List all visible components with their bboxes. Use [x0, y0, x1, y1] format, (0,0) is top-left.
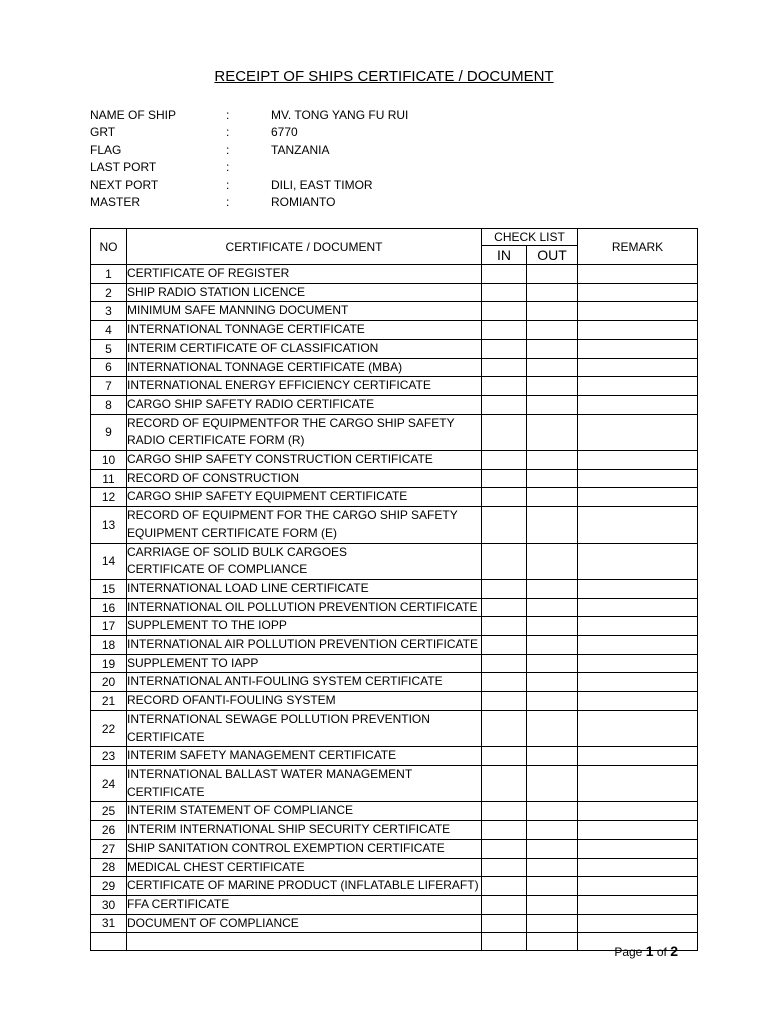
out-cell [527, 710, 578, 746]
in-cell [482, 302, 527, 321]
in-cell [482, 765, 527, 801]
remark-cell [578, 747, 698, 766]
document-name-line: CARRIAGE OF SOLID BULK CARGOES [127, 544, 348, 559]
document-name-line: SUPPLEMENT TO THE IOPP [127, 618, 287, 633]
out-cell [527, 321, 578, 340]
table-row [91, 895, 698, 914]
remark-cell [578, 765, 698, 801]
table-row [91, 839, 698, 858]
in-cell [482, 673, 527, 692]
ship-info-label: MASTER [90, 194, 141, 209]
document-name [127, 747, 482, 766]
document-name-line: CERTIFICATE OF REGISTER [127, 266, 290, 280]
out-cell [527, 507, 578, 543]
remark-cell [578, 265, 698, 284]
document-name-line: CARGO SHIP SAFETY EQUIPMENT CERTIFICATE [127, 489, 408, 504]
header-remark: REMARK [578, 229, 698, 265]
blank-cell [527, 933, 578, 951]
document-name [127, 858, 482, 877]
document-name [127, 654, 482, 673]
document-name-line: RECORD OFANTI-FOULING SYSTEM [127, 693, 336, 708]
in-cell [482, 579, 527, 598]
table-row [91, 543, 698, 579]
row-number: 10 [91, 451, 127, 470]
document-name [127, 451, 482, 470]
in-cell [482, 692, 527, 711]
ship-info-sep: : [226, 177, 230, 192]
table-row [91, 395, 698, 414]
ship-info-row [90, 107, 571, 124]
document-name [127, 358, 482, 377]
table-row [91, 636, 698, 655]
out-cell [527, 858, 578, 877]
ship-info-sep: : [226, 194, 230, 209]
document-name [127, 488, 482, 507]
out-cell [527, 543, 578, 579]
document-title: RECEIPT OF SHIPS CERTIFICATE / DOCUMENT [214, 68, 554, 85]
document-name [127, 543, 482, 579]
document-name-line: CERTIFICATE OF COMPLIANCE [127, 562, 308, 577]
header-document: CERTIFICATE / DOCUMENT [127, 229, 482, 265]
blank-row [91, 933, 698, 951]
out-cell [527, 839, 578, 858]
out-cell [527, 339, 578, 358]
document-name [127, 877, 482, 896]
document-name [127, 414, 482, 450]
in-cell [482, 377, 527, 396]
ship-info-value: 6770 [271, 125, 298, 140]
row-number: 21 [91, 692, 127, 711]
document-name-line: INTERNATIONAL OIL POLLUTION PREVENTION CERTIFICATE [127, 599, 478, 614]
document-name-line: DOCUMENT OF COMPLIANCE [127, 915, 299, 930]
ship-info-sep: : [226, 108, 230, 122]
document-name-line: CARGO SHIP SAFETY CONSTRUCTION CERTIFICATE [127, 452, 433, 467]
out-cell [527, 765, 578, 801]
document-name [127, 507, 482, 543]
ship-info-row [90, 124, 571, 141]
out-cell [527, 821, 578, 840]
document-name-line: RADIO CERTIFICATE FORM (R) [127, 433, 305, 448]
in-cell [482, 747, 527, 766]
in-cell [482, 358, 527, 377]
document-name [127, 339, 482, 358]
document-name [127, 598, 482, 617]
out-cell [527, 598, 578, 617]
document-name [127, 283, 482, 302]
ship-info-sep: : [226, 160, 230, 175]
in-cell [482, 858, 527, 877]
row-number: 6 [91, 358, 127, 377]
out-cell [527, 895, 578, 914]
row-number: 1 [91, 265, 127, 284]
certificate-checklist-table [90, 228, 698, 951]
document-name-line: FFA CERTIFICATE [127, 896, 230, 911]
document-name-line: SHIP SANITATION CONTROL EXEMPTION CERTIFICATE [127, 840, 445, 855]
page-number [614, 943, 678, 959]
document-name-line: INTERIM INTERNATIONAL SHIP SECURITY CERTIFICATE [127, 822, 451, 837]
document-name-line: EQUIPMENT CERTIFICATE FORM (E) [127, 525, 338, 540]
out-cell [527, 802, 578, 821]
document-name-line: SUPPLEMENT TO IAPP [127, 655, 259, 670]
remark-cell [578, 469, 698, 488]
document-name-line: INTERIM CERTIFICATE OF CLASSIFICATION [127, 340, 379, 355]
in-cell [482, 654, 527, 673]
row-number: 23 [91, 747, 127, 766]
row-number: 31 [91, 914, 127, 933]
ship-info-row [90, 177, 571, 194]
out-cell [527, 265, 578, 284]
row-number: 19 [91, 654, 127, 673]
ship-info-label: GRT [90, 125, 116, 140]
row-number: 12 [91, 488, 127, 507]
document-name-line: INTERIM SAFETY MANAGEMENT CERTIFICATE [127, 748, 397, 763]
document-name-line: SHIP RADIO STATION LICENCE [127, 284, 306, 299]
row-number: 24 [91, 765, 127, 801]
in-cell [482, 414, 527, 450]
table-row [91, 598, 698, 617]
row-number: 29 [91, 877, 127, 896]
row-number: 15 [91, 579, 127, 598]
table-row [91, 914, 698, 933]
out-cell [527, 469, 578, 488]
table-row [91, 877, 698, 896]
blank-cell [91, 933, 127, 951]
out-cell [527, 414, 578, 450]
document-name-line: INTERNATIONAL ANTI-FOULING SYSTEM CERTIFICATE [127, 674, 443, 689]
document-name-line: INTERNATIONAL TONNAGE CERTIFICATE (MBA) [127, 359, 403, 374]
remark-cell [578, 598, 698, 617]
in-cell [482, 543, 527, 579]
header-out: OUT [527, 246, 578, 265]
in-cell [482, 451, 527, 470]
header-checklist: CHECK LIST [482, 229, 578, 246]
remark-cell [578, 673, 698, 692]
document-name [127, 636, 482, 655]
remark-cell [578, 321, 698, 340]
remark-cell [578, 914, 698, 933]
remark-cell [578, 895, 698, 914]
document-name-line: INTERNATIONAL AIR POLLUTION PREVENTION CERTIFICATE [127, 637, 478, 652]
ship-info-value: TANZANIA [271, 142, 330, 157]
remark-cell [578, 543, 698, 579]
in-cell [482, 321, 527, 340]
of-word: of [656, 945, 667, 959]
table-row [91, 321, 698, 340]
out-cell [527, 654, 578, 673]
in-cell [482, 914, 527, 933]
row-number: 8 [91, 395, 127, 414]
remark-cell [578, 283, 698, 302]
out-cell [527, 579, 578, 598]
document-name [127, 377, 482, 396]
row-number: 25 [91, 802, 127, 821]
ship-info-sep: : [226, 125, 230, 140]
document-name [127, 802, 482, 821]
document-name-line: RECORD OF EQUIPMENT FOR THE CARGO SHIP SAFETY [127, 508, 458, 523]
remark-cell [578, 636, 698, 655]
in-cell [482, 617, 527, 636]
row-number: 9 [91, 414, 127, 450]
remark-cell [578, 358, 698, 377]
in-cell [482, 265, 527, 284]
row-number: 3 [91, 302, 127, 321]
remark-cell [578, 507, 698, 543]
document-name [127, 710, 482, 746]
row-number: 30 [91, 895, 127, 914]
remark-cell [578, 488, 698, 507]
document-name-line: INTERNATIONAL LOAD LINE CERTIFICATE [127, 580, 369, 595]
document-name [127, 673, 482, 692]
table-row [91, 858, 698, 877]
header-in: IN [482, 246, 527, 265]
table-row [91, 747, 698, 766]
ship-info-row [90, 194, 571, 211]
in-cell [482, 339, 527, 358]
document-name-line: INTERNATIONAL BALLAST WATER MANAGEMENT [127, 766, 413, 781]
table-row [91, 451, 698, 470]
document-name [127, 395, 482, 414]
document-name [127, 765, 482, 801]
row-number: 17 [91, 617, 127, 636]
document-name-line: INTERNATIONAL TONNAGE CERTIFICATE [127, 322, 365, 337]
out-cell [527, 488, 578, 507]
blank-cell [127, 933, 482, 951]
out-cell [527, 914, 578, 933]
in-cell [482, 877, 527, 896]
current-page: 1 [645, 943, 654, 959]
ship-info-block [90, 107, 571, 211]
document-name [127, 302, 482, 321]
document-name [127, 692, 482, 711]
document-name-line: INTERNATIONAL ENERGY EFFICIENCY CERTIFICATE [127, 378, 431, 393]
remark-cell [578, 802, 698, 821]
row-number: 4 [91, 321, 127, 340]
document-name-line: CERTIFICATE [127, 784, 205, 799]
document-name [127, 321, 482, 340]
ship-info-value: DILI, EAST TIMOR [271, 177, 373, 192]
ship-info-value [271, 159, 571, 176]
out-cell [527, 692, 578, 711]
row-number: 2 [91, 283, 127, 302]
in-cell [482, 636, 527, 655]
in-cell [482, 469, 527, 488]
document-name [127, 914, 482, 933]
remark-cell [578, 858, 698, 877]
ship-info-row [90, 159, 571, 176]
remark-cell [578, 821, 698, 840]
remark-cell [578, 339, 698, 358]
table-row [91, 283, 698, 302]
remark-cell [578, 377, 698, 396]
out-cell [527, 358, 578, 377]
table-row [91, 821, 698, 840]
remark-cell [578, 839, 698, 858]
remark-cell [578, 395, 698, 414]
row-number: 22 [91, 710, 127, 746]
table-row [91, 673, 698, 692]
ship-info-value: ROMIANTO [271, 194, 336, 209]
document-name-line: INTERIM STATEMENT OF COMPLIANCE [127, 803, 354, 818]
in-cell [482, 710, 527, 746]
document-name [127, 617, 482, 636]
out-cell [527, 377, 578, 396]
table-row [91, 377, 698, 396]
out-cell [527, 451, 578, 470]
row-number: 7 [91, 377, 127, 396]
table-row [91, 414, 698, 450]
in-cell [482, 507, 527, 543]
document-name [127, 895, 482, 914]
table-row [91, 617, 698, 636]
row-number: 28 [91, 858, 127, 877]
out-cell [527, 747, 578, 766]
table-row [91, 507, 698, 543]
table-row [91, 339, 698, 358]
remark-cell [578, 617, 698, 636]
ship-info-label: LAST PORT [90, 160, 157, 175]
table-row [91, 488, 698, 507]
out-cell [527, 617, 578, 636]
remark-cell [578, 414, 698, 450]
row-number: 26 [91, 821, 127, 840]
header-no: NO [91, 229, 127, 265]
blank-cell [482, 933, 527, 951]
table-row [91, 265, 698, 284]
table-row [91, 302, 698, 321]
document-name [127, 265, 482, 284]
table-row [91, 765, 698, 801]
row-number: 14 [91, 543, 127, 579]
in-cell [482, 283, 527, 302]
in-cell [482, 395, 527, 414]
table-row [91, 469, 698, 488]
ship-info-sep: : [226, 142, 230, 157]
document-name-line: CARGO SHIP SAFETY RADIO CERTIFICATE [127, 396, 375, 411]
out-cell [527, 877, 578, 896]
document-name-line: CERTIFICATE OF MARINE PRODUCT (INFLATABLE LIFERAFT) [127, 878, 479, 893]
ship-info-label: NEXT PORT [90, 177, 159, 192]
document-name-line: MINIMUM SAFE MANNING DOCUMENT [127, 303, 349, 318]
table-row [91, 358, 698, 377]
document-name-line: INTERNATIONAL SEWAGE POLLUTION PREVENTION [127, 711, 430, 726]
table-row [91, 654, 698, 673]
out-cell [527, 283, 578, 302]
document-name-line: CERTIFICATE [127, 729, 205, 744]
out-cell [527, 673, 578, 692]
ship-info-label: FLAG [90, 142, 122, 157]
row-number: 18 [91, 636, 127, 655]
remark-cell [578, 654, 698, 673]
row-number: 20 [91, 673, 127, 692]
row-number: 13 [91, 507, 127, 543]
remark-cell [578, 692, 698, 711]
out-cell [527, 395, 578, 414]
ship-info-label: NAME OF SHIP [90, 108, 177, 122]
in-cell [482, 821, 527, 840]
ship-info-row [90, 142, 571, 159]
remark-cell [578, 710, 698, 746]
table-row [91, 710, 698, 746]
ship-info-value: MV. TONG YANG FU RUI [271, 108, 409, 122]
row-number: 5 [91, 339, 127, 358]
out-cell [527, 636, 578, 655]
row-number: 27 [91, 839, 127, 858]
in-cell [482, 488, 527, 507]
document-name [127, 579, 482, 598]
remark-cell [578, 579, 698, 598]
table-row [91, 579, 698, 598]
remark-cell [578, 451, 698, 470]
document-name [127, 821, 482, 840]
row-number: 11 [91, 469, 127, 488]
document-name-line: MEDICAL CHEST CERTIFICATE [127, 859, 305, 874]
remark-cell [578, 302, 698, 321]
table-row [91, 802, 698, 821]
in-cell [482, 839, 527, 858]
row-number: 16 [91, 598, 127, 617]
in-cell [482, 802, 527, 821]
page-word: Page [614, 945, 643, 959]
table-row [91, 692, 698, 711]
document-name [127, 469, 482, 488]
document-name-line: RECORD OF CONSTRUCTION [127, 470, 299, 485]
document-name-line: RECORD OF EQUIPMENTFOR THE CARGO SHIP SAFETY [127, 415, 455, 430]
document-name [127, 839, 482, 858]
out-cell [527, 302, 578, 321]
in-cell [482, 598, 527, 617]
in-cell [482, 895, 527, 914]
remark-cell [578, 877, 698, 896]
total-pages: 2 [670, 943, 678, 959]
